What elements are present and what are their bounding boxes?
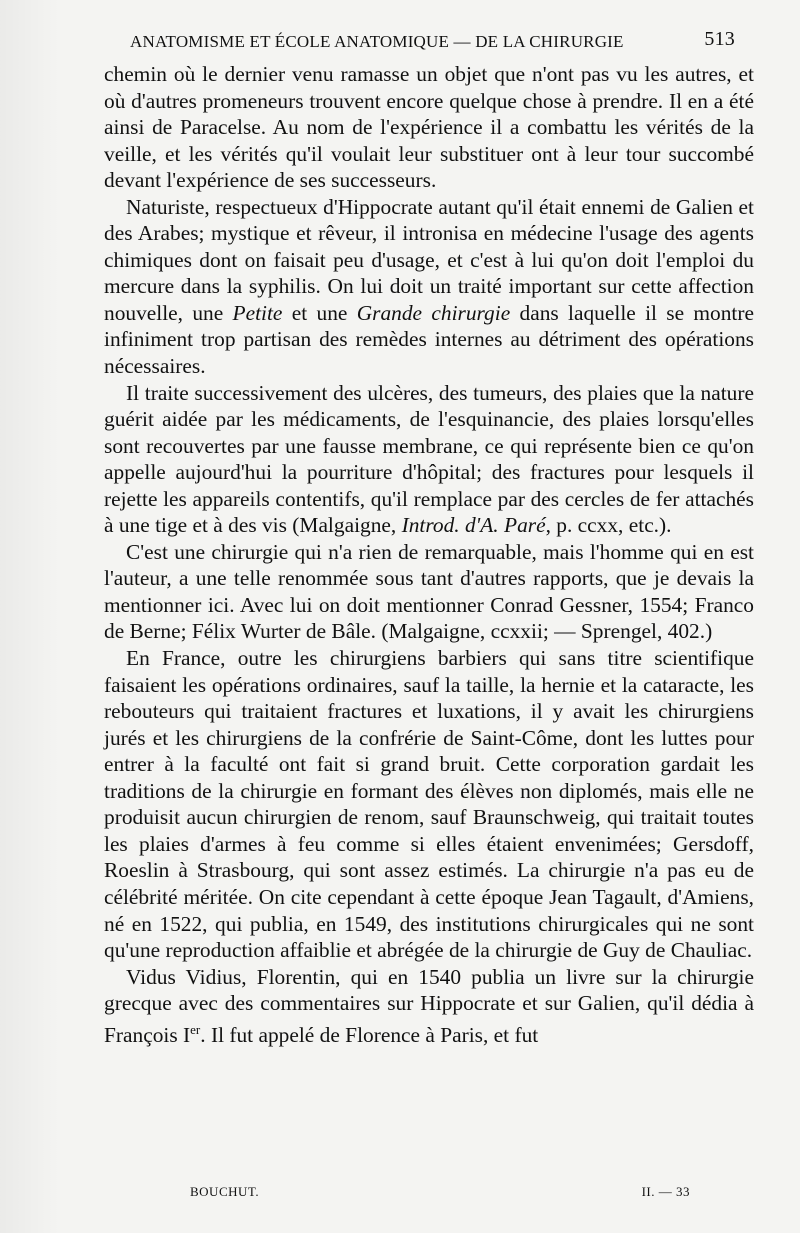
paragraph bbox=[104, 964, 754, 1049]
text-run: Il traite successivement des ulcères, des tumeurs, des plaies que la nature guérit aidée par les médicaments, de l'esquinancie, des plaies lorsqu'elles sont recouvertes par une fausse membrane, ce qui représente bien ce qu'on appelle aujourd'hui la pourriture d'hôpital; des fractures pour lesquels il rejette les appareils contentifs, qu'il remplace par des cercles de fer attachés à une tige et à des vis (Malgaigne, bbox=[104, 380, 754, 538]
page-header bbox=[105, 28, 735, 58]
text-run: En France, outre les chirurgiens barbiers qui sans titre scientifique faisaient les opérations ordinaires, sauf la taille, la hernie et la cataracte, les rebouteurs qui traitaient fractures et luxations, il y avait les chirurgiens jurés et les chirurgiens de la confrérie de Saint-Côme, dont les luttes pour entrer à la faculté ont fait si grand bruit. Cette corporation gardait les traditions de la chirurgie en formant des élèves non diplomés, mais elle ne produisit aucun chirurgien de renom, sauf Braunschweig, qui traitait toutes les plaies d'armes à feu comme si elles étaient envenimées; Gersdoff, Roeslin à Strasbourg, qui sont assez estimés. La chirurgie n'a pas eu de célébrité méritée. On cite cependant à cette époque Jean Tagault, d'Amiens, né en 1522, qui publia, en 1549, des institutions chirurgicales qui ne sont qu'une reproduction affaiblie et abrégée de la chirurgie de Guy de Chauliac. bbox=[104, 646, 754, 963]
page-number: 513 bbox=[704, 28, 735, 50]
body-text bbox=[104, 61, 754, 1048]
text-run: . Il fut appelé de Florence à Paris, et fut bbox=[200, 1022, 539, 1047]
text-run: , p. ccxx, etc.). bbox=[545, 513, 672, 538]
italic-title: Introd. d'A. Paré bbox=[401, 513, 546, 538]
paragraph bbox=[104, 61, 754, 194]
paragraph bbox=[104, 539, 754, 645]
text-run: Naturiste, respectueux d'Hippocrate autant qu'il était ennemi de Galien et des Arabes; mystique et rêveur, il intronisa en médecine l'usage des agents chimiques dont on faisait peu d'usage, et c'est à lui qu'on doit l'emploi du mercure dans la syphilis. On lui doit un traité important sur cette affection nouvelle, une bbox=[104, 194, 754, 325]
text-run: chemin où le dernier venu ramasse un objet que n'ont pas vu les autres, et où d'autres promeneurs trouvent encore quelque chose à prendre. Il en a été ainsi de Paracelse. Au nom de l'expérience il a combattu les vérités de la veille, et les vérités qu'il voulait leur substituer ont à leur tour succombé devant l'expérience de ses successeurs. bbox=[104, 62, 754, 193]
text-run: Vidus Vidius, Florentin, qui en 1540 publia un livre sur la chirurgie grecque avec des commentaires sur Hippocrate et sur Galien, qu'il dédia à François I bbox=[104, 964, 754, 1047]
text-run: C'est une chirurgie qui n'a rien de remarquable, mais l'homme qui en est l'auteur, a une telle renommée sous tant d'autres rapports, que je devais la mentionner ici. Avec lui on doit mentionner Conrad Gessner, 1554; Franco de Berne; Félix Wurter de Bâle. (Malgaigne, ccxxii; — Sprengel, 402.) bbox=[104, 539, 754, 644]
superscript: er bbox=[190, 1021, 201, 1037]
text-run: dans laquelle il se montre infiniment trop partisan des remèdes internes au détriment des opérations nécessaires. bbox=[104, 300, 754, 379]
page-footer bbox=[190, 1184, 690, 1204]
volume-mark: II. — 33 bbox=[641, 1184, 690, 1199]
paragraph bbox=[104, 380, 754, 539]
italic-title: Petite bbox=[232, 300, 283, 325]
paragraph bbox=[104, 645, 754, 964]
text-run: et une bbox=[282, 300, 357, 325]
paragraph bbox=[104, 194, 754, 380]
running-title: ANATOMISME ET ÉCOLE ANATOMIQUE — DE LA CHIRURGIE bbox=[130, 32, 624, 51]
printer-signature: BOUCHUT. bbox=[190, 1184, 260, 1199]
italic-title: Grande chirurgie bbox=[356, 300, 511, 325]
